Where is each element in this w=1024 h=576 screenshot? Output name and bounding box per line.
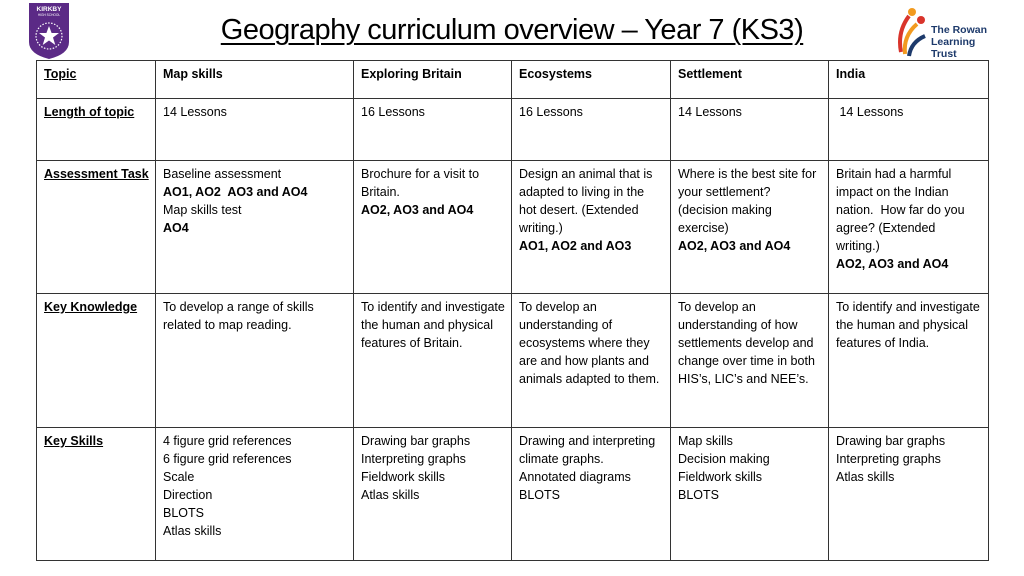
cell-text: 4 figure grid references	[163, 434, 292, 448]
cell-text: 6 figure grid references	[163, 452, 292, 466]
trust-logo-line2: Learning Trust	[931, 36, 976, 60]
cell-text: 14 Lessons	[836, 105, 904, 119]
row-label-cell	[37, 161, 156, 294]
cell-text: To develop a range of skills related to map reading.	[163, 300, 318, 332]
table-cell	[354, 99, 512, 161]
cell-text: Annotated diagrams	[519, 470, 631, 484]
table-cell	[829, 161, 989, 294]
table-cell	[156, 161, 354, 294]
cell-text: Interpreting graphs	[836, 452, 941, 466]
cell-text: To develop an understanding of how settlements develop and change over time in both HIS’s, LIC’s and NEE’s.	[678, 300, 819, 386]
cell-text: Direction	[163, 488, 213, 502]
cell-text: Decision making	[678, 452, 770, 466]
table-header-row	[37, 61, 989, 99]
row-label-cell	[37, 294, 156, 428]
table-cell	[671, 161, 829, 294]
cell-text: Interpreting graphs	[361, 452, 466, 466]
cell-text: Fieldwork skills	[678, 470, 763, 484]
topic-label: Topic	[44, 67, 77, 81]
cell-text: To develop an understanding of ecosystems where they are and how plants and animals adapted to them.	[519, 300, 660, 386]
row-label: Assessment Task	[44, 167, 149, 181]
cell-text: BLOTS	[519, 488, 560, 502]
cell-text: Drawing bar graphs	[836, 434, 946, 448]
column-header: Ecosystems	[512, 61, 671, 99]
table-cell	[156, 428, 354, 561]
assessment-objectives: AO1, AO2 and AO3	[519, 239, 632, 253]
row-label-cell	[37, 99, 156, 161]
column-header: Settlement	[671, 61, 829, 99]
cell-text: 16 Lessons	[361, 105, 425, 119]
cell-text: Atlas skills	[361, 488, 420, 502]
assessment-objectives: AO2, AO3 and AO4	[361, 203, 474, 217]
table-cell	[671, 99, 829, 161]
row-label: Key Skills	[44, 434, 104, 448]
table-cell	[829, 99, 989, 161]
svg-text:HIGH SCHOOL: HIGH SCHOOL	[37, 13, 61, 17]
table-cell	[829, 294, 989, 428]
cell-text: Britain had a harmful impact on the Indian nation. How far do you agree? (Extended writing.)	[836, 167, 969, 253]
cell-text: Design an animal that is adapted to living in the hot desert. (Extended writing.)	[519, 167, 656, 235]
cell-text: Drawing and interpreting climate graphs.	[519, 434, 659, 466]
row-label: Length of topic	[44, 105, 135, 119]
table-row-assessment	[37, 161, 989, 294]
row-label: Key Knowledge	[44, 300, 138, 314]
cell-text: Brochure for a visit to Britain.	[361, 167, 483, 199]
curriculum-table	[36, 60, 989, 561]
cell-text: BLOTS	[163, 506, 204, 520]
topic-header-cell	[37, 61, 156, 99]
cell-text: To identify and investigate the human and physical features of India.	[836, 300, 984, 350]
assessment-objectives: AO1, AO2 AO3 and AO4	[163, 185, 308, 199]
assessment-objectives: AO2, AO3 and AO4	[678, 239, 791, 253]
cell-text: To identify and investigate the human and physical features of Britain.	[361, 300, 509, 350]
cell-text: Fieldwork skills	[361, 470, 446, 484]
cell-text: Atlas skills	[163, 524, 222, 538]
cell-text: 14 Lessons	[678, 105, 742, 119]
assessment-objectives: AO4	[163, 221, 189, 235]
row-label-cell	[37, 428, 156, 561]
table-cell	[512, 99, 671, 161]
column-header: Exploring Britain	[354, 61, 512, 99]
cell-text: Map skills	[678, 434, 733, 448]
table-cell	[671, 294, 829, 428]
cell-text: Baseline assessment	[163, 167, 282, 181]
column-header: Map skills	[156, 61, 354, 99]
table-cell	[354, 294, 512, 428]
rowan-trust-logo	[895, 2, 995, 60]
cell-text: 16 Lessons	[519, 105, 583, 119]
table-cell	[512, 161, 671, 294]
cell-text: Drawing bar graphs	[361, 434, 471, 448]
table-cell	[156, 99, 354, 161]
table-cell	[156, 294, 354, 428]
table-cell	[671, 428, 829, 561]
table-cell	[512, 294, 671, 428]
table-row-knowledge	[37, 294, 989, 428]
table-cell	[354, 428, 512, 561]
table-cell	[354, 161, 512, 294]
svg-text:KIRKBY: KIRKBY	[36, 6, 62, 13]
cell-text: BLOTS	[678, 488, 719, 502]
table-cell	[829, 428, 989, 561]
column-header: India	[829, 61, 989, 99]
table-cell	[512, 428, 671, 561]
page-title: Geography curriculum overview – Year 7 (KS3)	[220, 14, 804, 46]
trust-logo-text	[931, 24, 995, 60]
cell-text: Scale	[163, 470, 195, 484]
table-row-length	[37, 99, 989, 161]
assessment-objectives: AO2, AO3 and AO4	[836, 257, 949, 271]
trust-logo-line1: The Rowan	[931, 24, 988, 36]
cell-text: Atlas skills	[836, 470, 895, 484]
cell-text: Map skills test	[163, 203, 242, 217]
cell-text: 14 Lessons	[163, 105, 227, 119]
table-row-skills	[37, 428, 989, 561]
cell-text: Where is the best site for your settlement? (decision making exercise)	[678, 167, 820, 235]
